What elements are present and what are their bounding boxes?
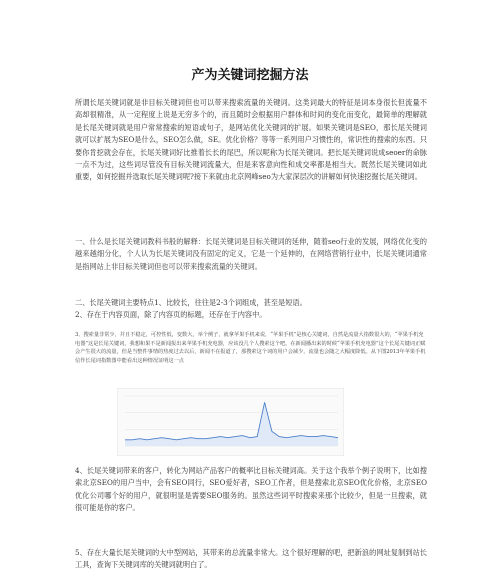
index-trend-chart — [117, 388, 344, 456]
paragraph-large-sites — [75, 547, 427, 572]
page-title: 产为关键词挖掘方法 — [191, 68, 309, 83]
feature-line: 2、存在于内容页面，除了内容页的标题，还存在于内容中。 — [75, 310, 267, 320]
point-line: 5、存在大量长尾关键词的大中型网站，其带来的总流量非常大。这个很好理解的吧，把新浪的网址复制到站长工具，查询下关键词库的关键词就明白了。 — [75, 548, 427, 570]
paragraph-features — [75, 297, 427, 322]
paragraph-definition: 一、什么是长尾关键词教科书般的解释：长尾关键词是目标关键词的延伸，随着seo行业的发展，网络优化变的越来越细分化，个人认为长尾关键词没有固定的定义，它是一个延伸的，在网络营销行业中，长尾关键词通常是指网站上非目标关键词但也可以带来搜索流量的关键词。 — [75, 237, 427, 271]
small-note-text: 3、搜索量非常少，并且不稳定，可控性低，变数大，举个例子，就拿苹果手机来说，“苹果手机”是核心关键词，自然是流量大指数很大的，“苹果手机充电器”这是长尾关键词。我想和果不是新闻报出来苹果手机充电器，应该没几个人搜索这个吧。在新闻播出来的时候“苹果手机充电器”这个长尾关键词正赋会产生很大的流量，但是当整件事情的热度过去以后，新闻不在报道了，那搜索这个词的用户会减少，流量也会随之大幅度降低。从下图2013年苹果手机信作长尾词指数图中能看出这种情况证明这一点 — [75, 332, 426, 364]
feature-line: 二、长尾关键词主要特点1、比较长，往往是2-3个词组成，甚至是短语。 — [75, 298, 307, 307]
paragraph-conversion — [75, 465, 427, 515]
point-line: 4、长尾关键词带来的客户，转化为网站产品客户的概率比目标关键词高。关于这个我举个例子说明下，比如搜索北京SEO的用户当中，会有SEO同行，SEO爱好者，SEO工作者，但是搜索北京SEO优化价格，北京SEO优化公司哪个好的用户，就很明显是需要SEO服务的。虽然这些词平时搜索来那个比较少，但是一旦搜索，就很可能是你的客户。 — [75, 466, 427, 513]
paragraph-intro: 所谓长尾关键词就是非目标关键词但也可以带来搜索流量的关键词。这类词最大的特征是词本身很长但流量不高却很精准，从一定程度上说是无穷多个的，而且随时会根据用户群体和时间的变化而变化，最简单的理解就是长尾关键词就是用户常常搜索的短语或句子，是网站优化关键词的扩展。如果关键词是SEO，那长尾关键词就可以扩展为SEO是什么，SEO怎么做，SE。优化价格？等等一系列用户习惯性的，常识性的搜索的东西。只要你肯挖就会存在，长尾关键词好比推着长长的尾巴，所以呢称为长尾关键词。把长尾关键词说成seoer的命脉一点不为过，这些词尽管没有目标关键词流量大，但是来客意向性和成交率都是相当大。既然长尾关键词如此重要，如何挖掘并选取长尾关键词呢?接下来就由北京网峰seo为大家深层次的讲解如何快速挖掘长尾关键词。 — [75, 98, 427, 182]
